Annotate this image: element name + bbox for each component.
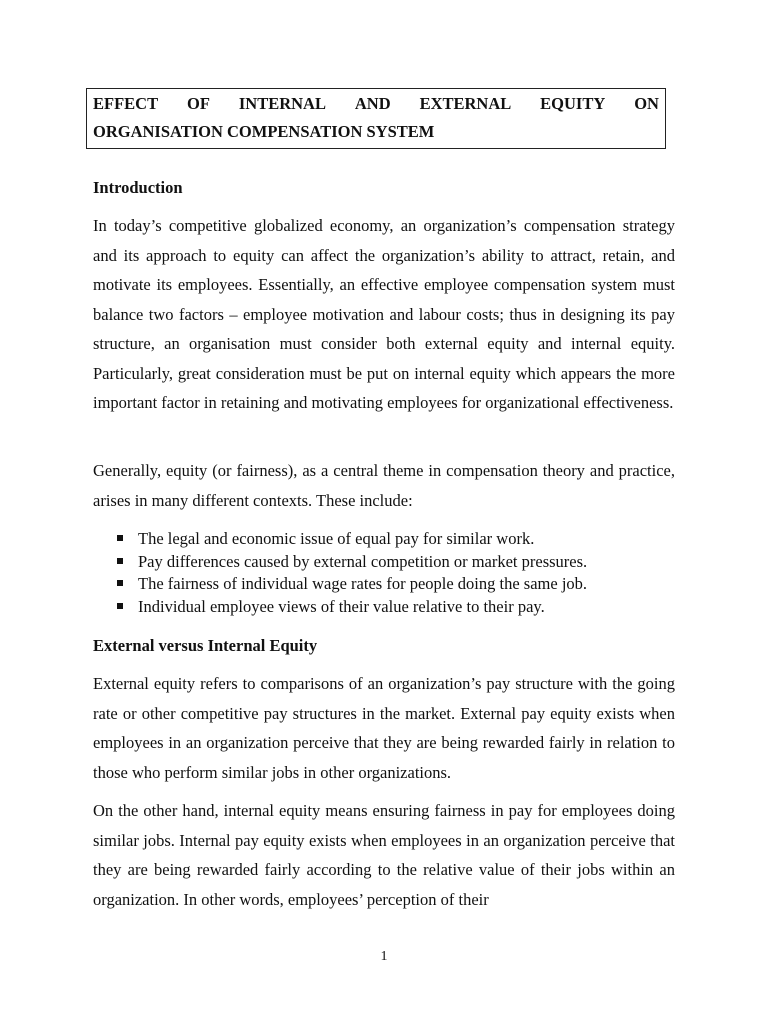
square-bullet-icon (117, 603, 123, 609)
page-number: 1 (380, 949, 388, 964)
internal-equity-paragraph: On the other hand, internal equity means ensuring fairness in pay for employees doing similar jobs. Internal pay equity exists when employees in an organization perceive that they are being rewarded fairly according to the relative value of their jobs within an organization. In other words, employees’ perception of their (93, 801, 675, 909)
title-word: ON (634, 94, 659, 113)
title-word: EXTERNAL (419, 94, 512, 113)
external-internal-equity-heading: External versus Internal Equity (93, 636, 318, 655)
contexts-bullet-list (93, 528, 675, 618)
list-item (93, 596, 675, 619)
list-item (93, 573, 675, 596)
introduction-paragraph-1: In today’s competitive globalized economy, an organization’s compensation strategy and its approach to equity can affect the organization’s ability to attract, retain, and motivate its employees. Essentially, an effective employee compensation system must balance two factors – employee motivation and labour costs; thus in designing its pay structure, an organisation must consider both external equity and internal equity. Particularly, great consideration must be put on internal equity which appears the more important factor in retaining and motivating employees for organizational effectiveness. (93, 216, 675, 412)
title-line-1 (93, 90, 659, 118)
introduction-paragraph-2: Generally, equity (or fairness), as a central theme in compensation theory and practice, arises in many different contexts. These include: (93, 461, 675, 510)
title-word: AND (354, 94, 391, 113)
title-word: EQUITY (540, 94, 606, 113)
square-bullet-icon (117, 558, 123, 564)
document-title-box (86, 88, 666, 149)
external-equity-paragraph: External equity refers to comparisons of an organization’s pay structure with the going rate or other competitive pay structures in the market. External pay equity exists when employees in an organization perceive that they are being rewarded fairly in relation to those who perform similar jobs in other organizations. (93, 674, 675, 782)
title-word: OF (187, 94, 210, 113)
square-bullet-icon (117, 535, 123, 541)
title-word: INTERNAL (238, 94, 326, 113)
list-item-text: The legal and economic issue of equal pay for similar work. (138, 529, 535, 548)
list-item-text: Individual employee views of their value relative to their pay. (138, 596, 545, 616)
list-item-text: Pay differences caused by external competition or market pressures. (138, 551, 588, 571)
square-bullet-icon (117, 580, 123, 586)
introduction-heading: Introduction (93, 178, 183, 197)
title-line-2: ORGANISATION COMPENSATION SYSTEM (93, 122, 435, 141)
list-item-text: The fairness of individual wage rates for people doing the same job. (138, 574, 588, 593)
list-item (93, 528, 675, 551)
title-word: EFFECT (93, 94, 159, 113)
list-item (93, 551, 675, 574)
